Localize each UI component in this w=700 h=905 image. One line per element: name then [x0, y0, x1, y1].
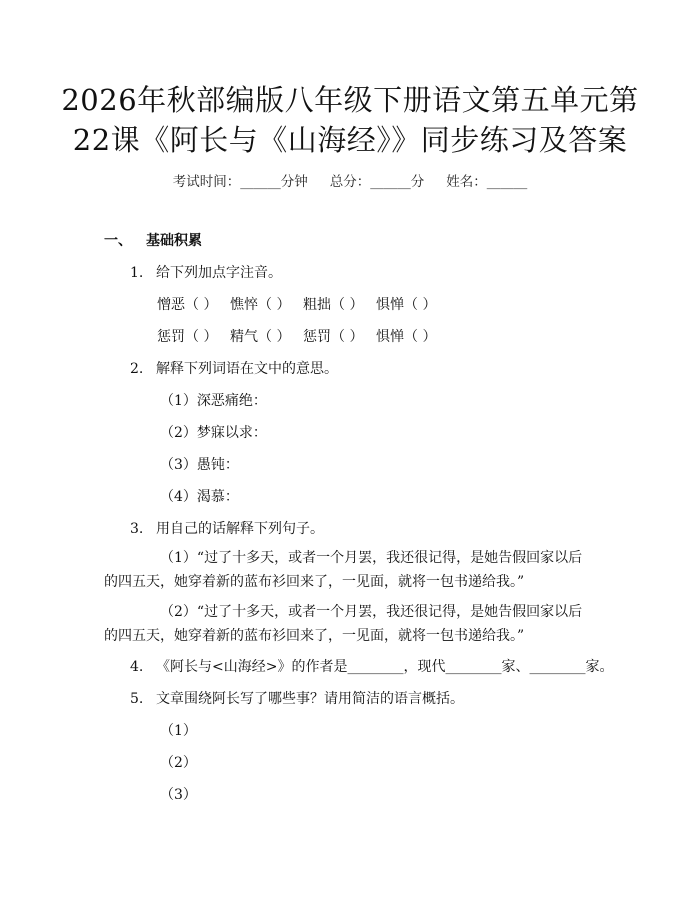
- question-text: 用自己的话解释下列句子。: [156, 521, 324, 537]
- question-number: 3.: [130, 521, 144, 537]
- section-number: 一、: [104, 233, 132, 249]
- sub-item: （2）: [160, 755, 197, 771]
- question-1: [130, 262, 282, 282]
- pinyin-item: 憎恶（ ）: [157, 297, 218, 313]
- pinyin-item: 憔悴（ ）: [230, 297, 291, 313]
- question-3: [130, 518, 324, 538]
- sub-item: （2）梦寐以求：: [160, 425, 267, 441]
- student-name-field: 姓名：______: [446, 174, 528, 190]
- page-title-line-1: 2026年秋部编版八年级下册语文第五单元第: [61, 83, 639, 117]
- sub-item: （4）渴慕：: [160, 489, 239, 505]
- question-5: [130, 688, 464, 708]
- pinyin-item: 惩罚（ ）: [157, 329, 218, 345]
- sub-item: （3）愚钝：: [160, 457, 239, 473]
- question-text: 解释下列词语在文中的意思。: [156, 361, 338, 377]
- pinyin-item: 惩罚（ ）: [303, 329, 364, 345]
- question-text: 文章围绕阿长写了哪些事？请用简洁的语言概括。: [156, 691, 464, 707]
- sub-item: （1）深恶痛绝：: [160, 393, 267, 409]
- question-number: 2.: [130, 361, 144, 377]
- pinyin-row-2: [157, 326, 449, 346]
- sentence-item: （2）“过了十多天，或者一个月罢，我还很记得，是她告假回家以后的四五天，她穿着新的蓝布衫回来了，一见面，就将一包书递给我。”: [104, 604, 583, 644]
- pinyin-item: 粗拙（ ）: [303, 297, 364, 313]
- sub-item: （1）: [160, 723, 197, 739]
- pinyin-row-1: [157, 294, 449, 314]
- exam-time-field: 考试时间：______分钟: [172, 174, 308, 190]
- question-number: 1.: [130, 265, 144, 281]
- sub-item: （3）: [160, 787, 197, 803]
- pinyin-item: 精气（ ）: [230, 329, 291, 345]
- total-score-field: 总分：______分: [329, 174, 425, 190]
- question-2: [130, 358, 338, 378]
- question-text: 给下列加点字注音。: [156, 265, 282, 281]
- pinyin-item: 惧惮（ ）: [376, 297, 437, 313]
- question-text: 《阿长与<山海经>》的作者是________，现代________家、________家。: [156, 659, 614, 675]
- question-4: [130, 656, 613, 676]
- question-number: 4.: [130, 659, 144, 675]
- exam-meta: [0, 170, 700, 190]
- sentence-item: （1）“过了十多天，或者一个月罢，我还很记得，是她告假回家以后的四五天，她穿着新的蓝布衫回来了，一见面，就将一包书递给我。”: [104, 550, 583, 590]
- section-heading-basics: [104, 230, 202, 250]
- question-number: 5.: [130, 691, 144, 707]
- section-title: 基础积累: [146, 233, 202, 249]
- page-title-line-2: 22课《阿长与《山海经》》同步练习及答案: [72, 123, 628, 157]
- pinyin-item: 惧惮（ ）: [376, 329, 437, 345]
